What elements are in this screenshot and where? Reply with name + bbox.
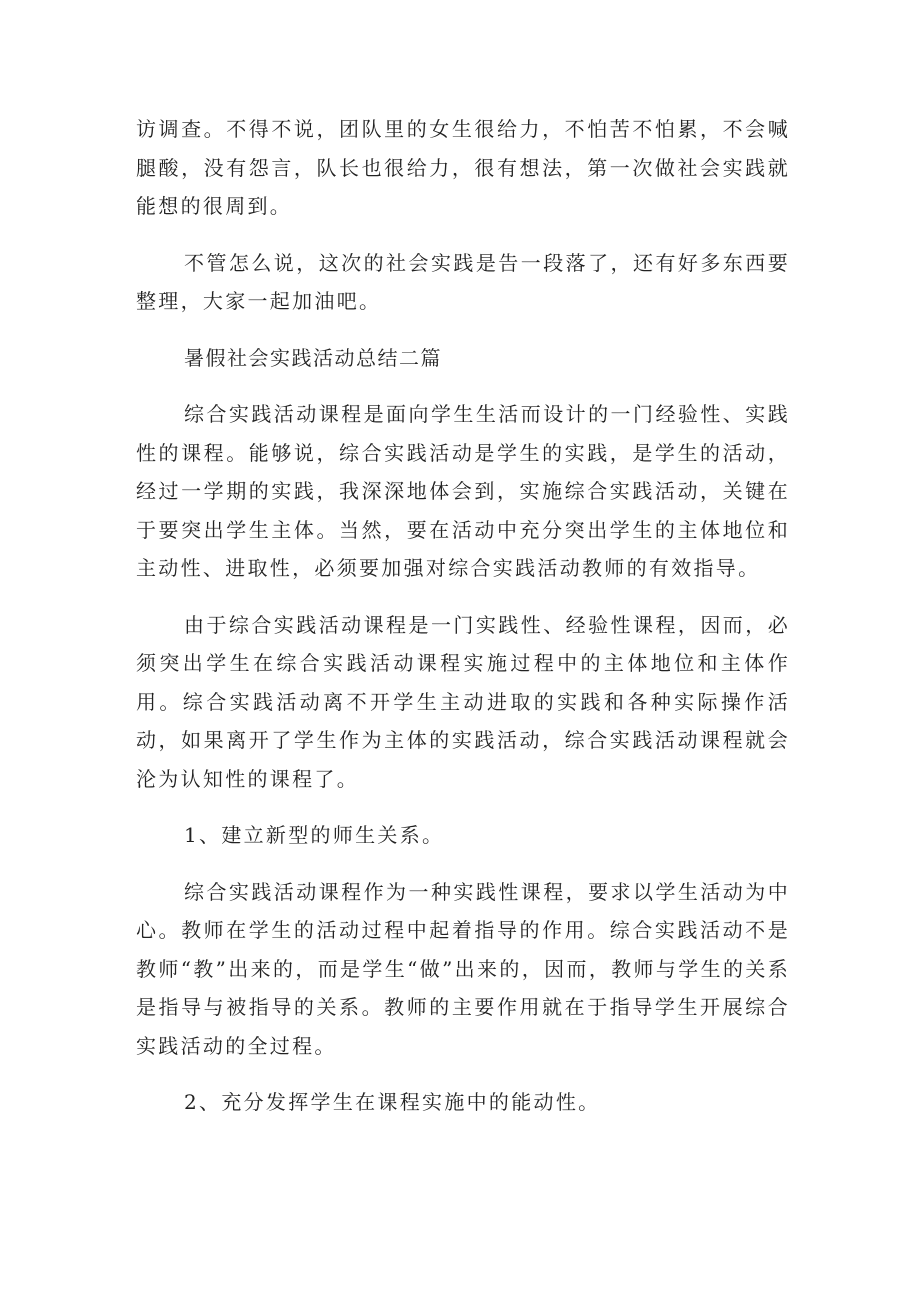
paragraph-continuation: 访调查。不得不说，团队里的女生很给力，不怕苦不怕累，不会喊腿酸，没有怨言，队长也很给力，很有想法，第一次做社会实践就能想的很周到。 <box>136 117 790 218</box>
list-item-1: 1、建立新型的师生关系。 <box>184 823 445 847</box>
document-body <box>136 110 790 1140</box>
paragraph-closing: 不管怎么说，这次的社会实践是告一段落了，还有好多东西要整理，大家一起加油吧。 <box>136 250 790 313</box>
list-item-2: 2、充分发挥学生在课程实施中的能动性。 <box>184 1090 601 1114</box>
paragraph-intro: 综合实践活动课程是面向学生生活而设计的一门经验性、实践性的课程。能够说，综合实践活动是学生的实践，是学生的活动，经过一学期的实践，我深深地体会到，实施综合实践活动，关键在于要突出学生主体。当然，要在活动中充分突出学生的主体地位和主动性、进取性，必须要加强对综合实践活动教师的有效指导。 <box>136 402 790 580</box>
section-heading: 暑假社会实践活动总结二篇 <box>184 345 442 370</box>
paragraph-list-1-detail: 综合实践活动课程作为一种实践性课程，要求以学生活动为中心。教师在学生的活动过程中起着指导的作用。综合实践活动不是教师“教”出来的，而是学生“做”出来的，因而，教师与学生的关系是指导与被指导的关系。教师的主要作用就在于指导学生开展综合实践活动的全过程。 <box>136 879 790 1058</box>
paragraph-main: 由于综合实践活动课程是一门实践性、经验性课程，因而，必须突出学生在综合实践活动课程实施过程中的主体地位和主体作用。综合实践活动离不开学生主动进取的实践和各种实际操作活动，如果离开了学生作为主体的实践活动，综合实践活动课程就会沦为认知性的课程了。 <box>136 612 790 791</box>
